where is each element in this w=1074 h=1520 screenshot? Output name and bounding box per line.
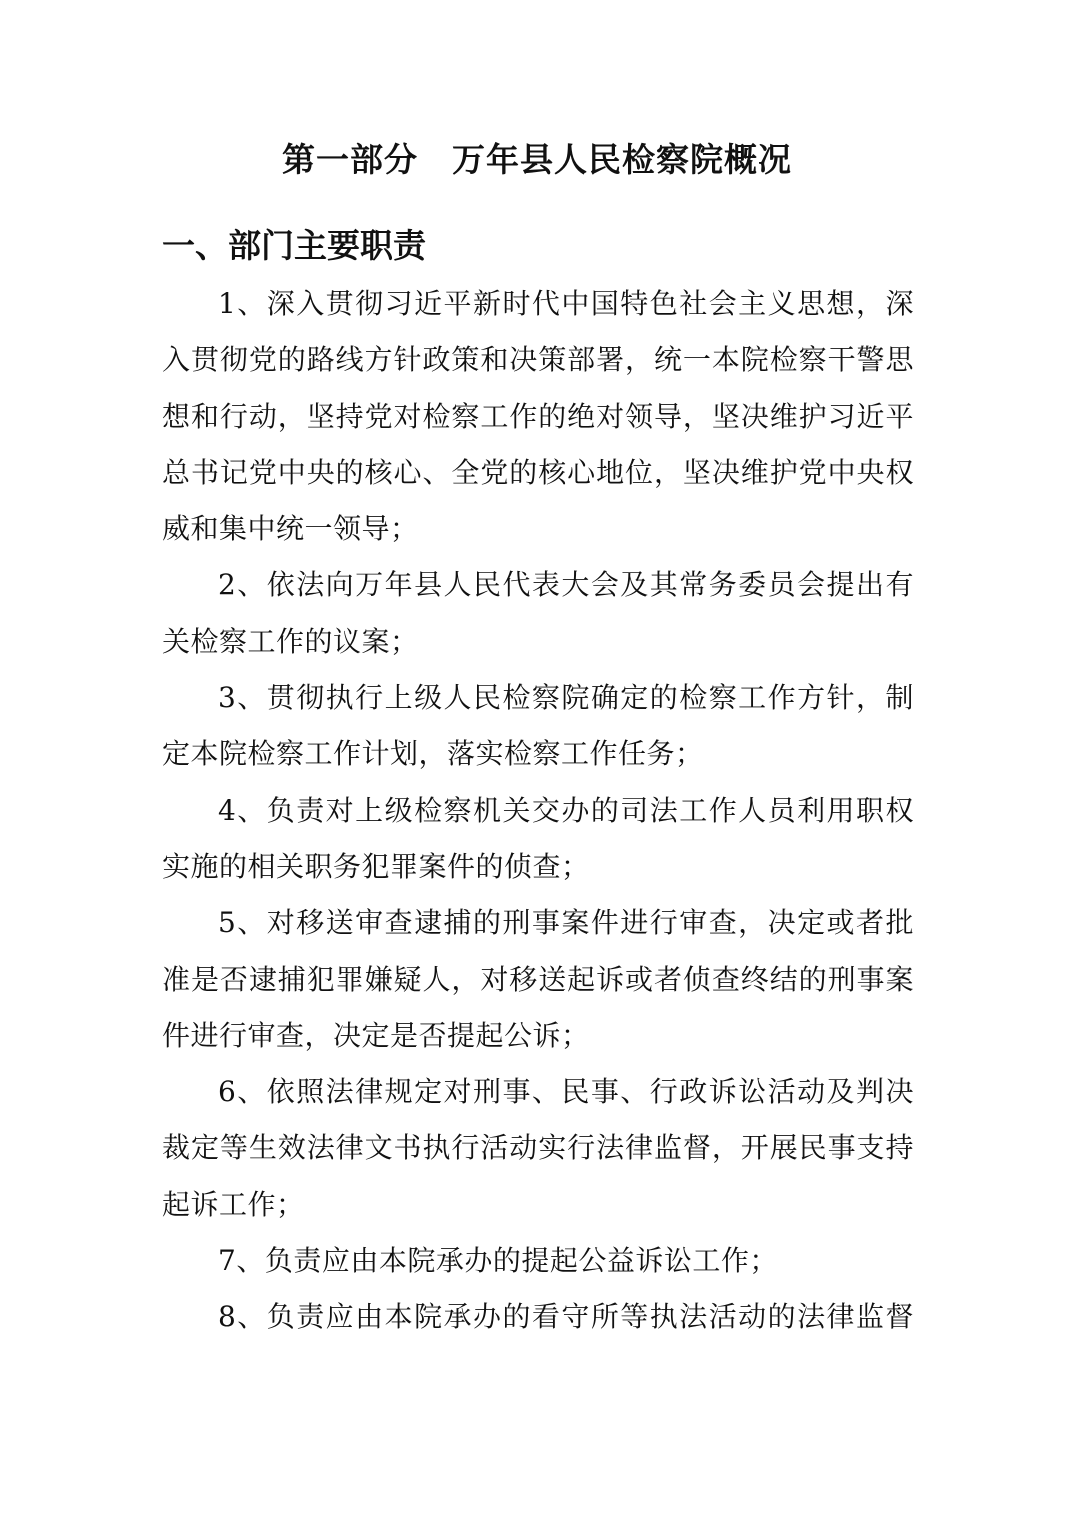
paragraph-line: 入贯彻党的路线方针政策和决策部署，统一本院检察干警思 bbox=[162, 343, 914, 377]
duty-paragraph-6 bbox=[162, 1064, 914, 1233]
paragraph-line: 2、依法向万年县人民代表大会及其常务委员会提出有 bbox=[218, 568, 914, 602]
paragraph-line: 1、深入贯彻习近平新时代中国特色社会主义思想，深 bbox=[218, 287, 914, 320]
paragraph-line: 6、依照法律规定对刑事、民事、行政诉讼活动及判决 bbox=[218, 1075, 914, 1109]
paragraph-line: 5、对移送审查逮捕的刑事案件进行审查，决定或者批 bbox=[218, 906, 914, 940]
paragraph-line: 8、负责应由本院承办的看守所等执法活动的法律监督 bbox=[218, 1300, 914, 1334]
duty-paragraph-8 bbox=[162, 1289, 914, 1345]
duty-paragraph-3 bbox=[162, 670, 914, 783]
paragraph-line: 件进行审查，决定是否提起公诉； bbox=[162, 1018, 590, 1052]
paragraph-line: 起诉工作； bbox=[162, 1187, 305, 1221]
page-title: 第一部分 万年县人民检察院概况 bbox=[282, 140, 792, 179]
paragraph-line: 威和集中统一领导； bbox=[162, 512, 419, 546]
duty-paragraph-5 bbox=[162, 895, 914, 1064]
paragraph-line: 4、负责对上级检察机关交办的司法工作人员利用职权 bbox=[218, 793, 914, 827]
duty-paragraph-4 bbox=[162, 783, 914, 896]
paragraph-line: 准是否逮捕犯罪嫌疑人，对移送起诉或者侦查终结的刑事案 bbox=[162, 962, 914, 996]
paragraph-line: 裁定等生效法律文书执行活动实行法律监督，开展民事支持 bbox=[162, 1131, 914, 1165]
paragraph-line: 关检察工作的议案； bbox=[162, 624, 419, 658]
paragraph-line: 实施的相关职务犯罪案件的侦查； bbox=[162, 849, 590, 883]
paragraph-line: 7、负责应由本院承办的提起公益诉讼工作； bbox=[218, 1244, 778, 1278]
paragraph-line: 定本院检察工作计划，落实检察工作任务； bbox=[162, 737, 704, 771]
duties-body bbox=[162, 276, 914, 1346]
duty-paragraph-7 bbox=[162, 1233, 914, 1289]
duty-paragraph-1 bbox=[162, 276, 914, 557]
paragraph-line: 3、贯彻执行上级人民检察院确定的检察工作方针，制 bbox=[218, 681, 914, 715]
section-heading: 一、部门主要职责 bbox=[162, 226, 426, 265]
paragraph-line: 总书记党中央的核心、全党的核心地位，坚决维护党中央权 bbox=[162, 455, 914, 489]
duty-paragraph-2 bbox=[162, 557, 914, 670]
paragraph-line: 想和行动，坚持党对检察工作的绝对领导，坚决维护习近平 bbox=[162, 399, 914, 433]
